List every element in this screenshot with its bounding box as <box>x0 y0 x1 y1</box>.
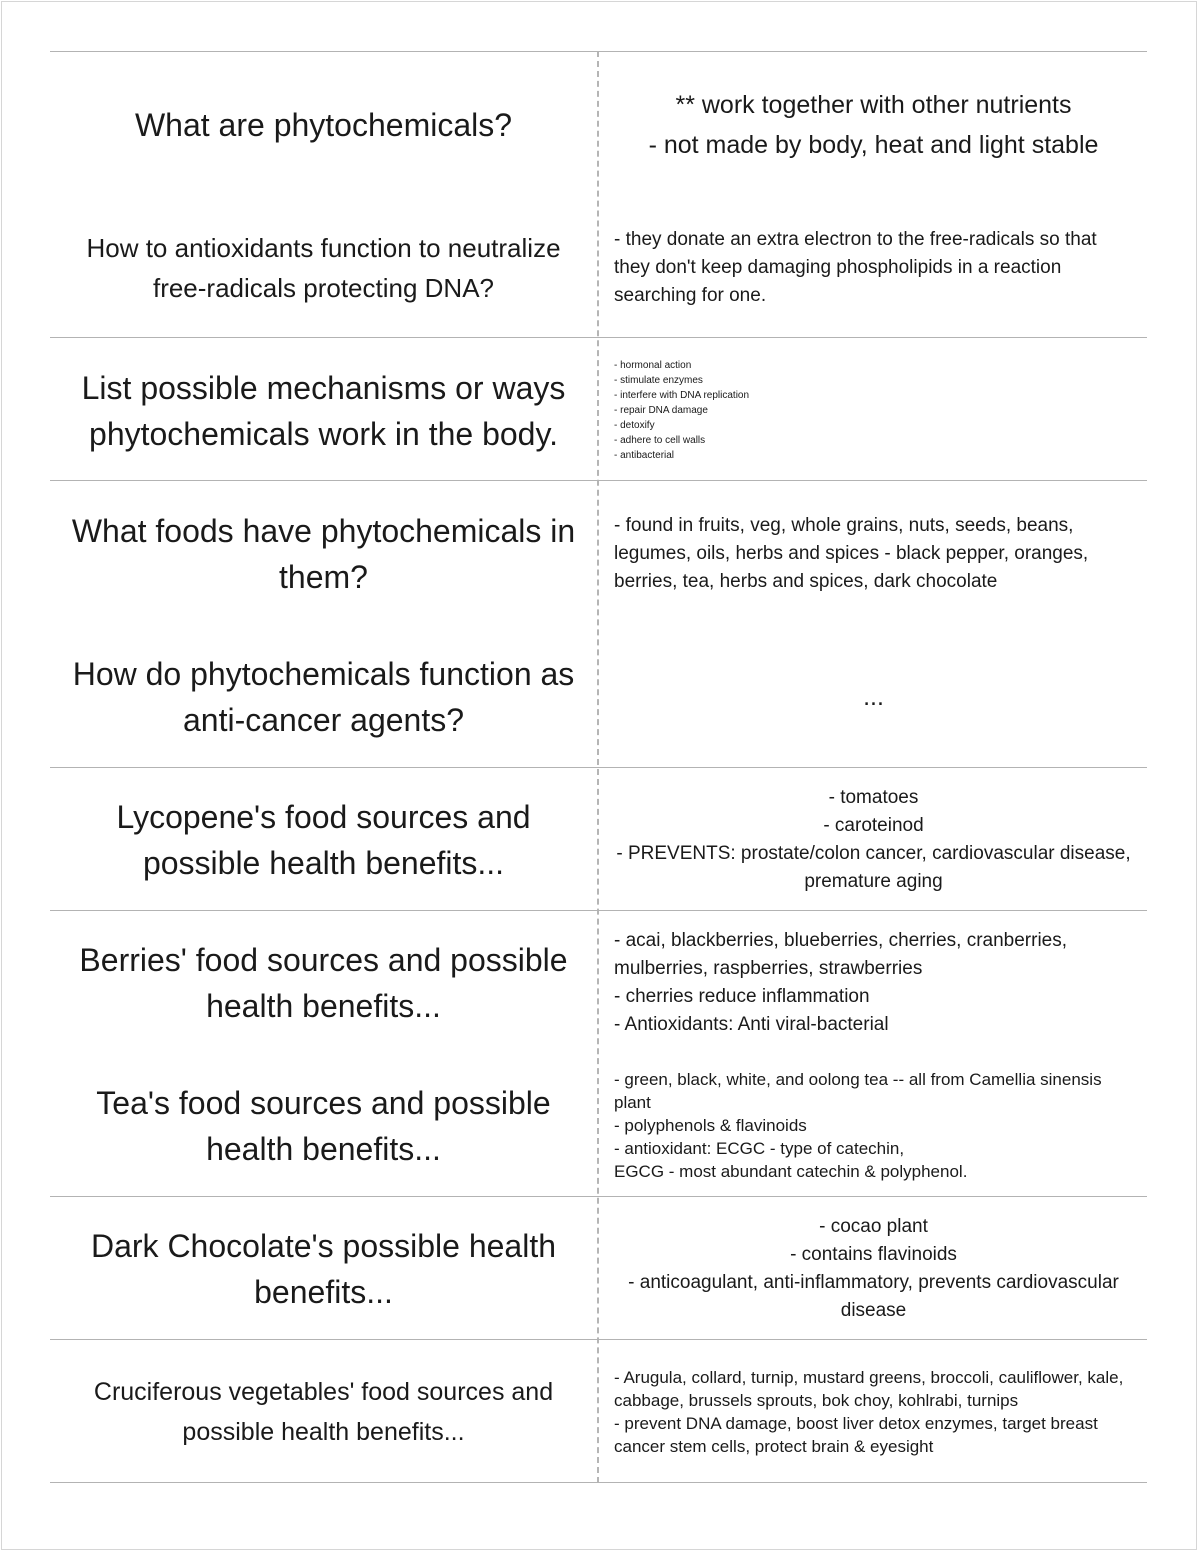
card-back <box>599 1054 1147 1197</box>
card-answer: ** work together with other nutrients - not made by body, heat and light stable <box>648 90 1099 159</box>
card-front <box>50 482 597 625</box>
flashcard <box>50 1340 1147 1483</box>
card-answer: - acai, blackberries, blueberries, cherries, cranberries, mulberries, raspberries, strawberries - cherries reduce inflammation - Antioxidants: Anti viral-bacterial <box>614 929 1068 1035</box>
cut-line <box>50 51 1147 52</box>
card-back <box>599 911 1147 1054</box>
flashcard <box>50 339 1147 482</box>
card-back <box>599 1197 1147 1340</box>
card-question: Lycopene's food sources and possible health benefits... <box>116 798 531 881</box>
flashcard <box>50 1054 1147 1197</box>
card-front <box>50 53 597 196</box>
card-answer: ... <box>863 682 884 711</box>
card-back <box>599 53 1147 196</box>
card-question: Dark Chocolate's possible health benefits... <box>90 1227 557 1310</box>
card-question: Cruciferous vegetables' food sources and possible health benefits... <box>93 1377 554 1446</box>
card-question: How to antioxidants function to neutralize free-radicals protecting DNA? <box>86 232 561 303</box>
flashcard <box>50 625 1147 768</box>
flashcard-sheet <box>50 51 1147 1483</box>
flashcard <box>50 768 1147 911</box>
card-answer: - tomatoes - caroteinod - PREVENTS: prostate/colon cancer, cardiovascular disease, premature aging <box>616 786 1131 892</box>
card-question: Berries' food sources and possible health benefits... <box>79 941 568 1024</box>
card-answer: - found in fruits, veg, whole grains, nuts, seeds, beans, legumes, oils, herbs and spices - black pepper, oranges, berries, tea, herbs and spices, dark chocolate <box>614 514 1089 592</box>
card-front <box>50 196 597 339</box>
card-front <box>50 339 597 482</box>
flashcard <box>50 53 1147 196</box>
card-answer: - Arugula, collard, turnip, mustard greens, broccoli, cauliflower, kale, cabbage, brussels sprouts, bok choy, kohlrabi, turnips - prevent DNA damage, boost liver detox enzymes, target breast cancer stem cells, protect brain & eyesight <box>614 1367 1124 1456</box>
card-question: Tea's food sources and possible health benefits... <box>96 1084 551 1167</box>
card-back <box>599 768 1147 911</box>
flashcard <box>50 196 1147 339</box>
card-back <box>599 339 1147 482</box>
card-back <box>599 1340 1147 1483</box>
card-question: List possible mechanisms or ways phytochemicals work in the body. <box>81 369 566 452</box>
flashcard <box>50 1197 1147 1340</box>
card-front <box>50 1340 597 1483</box>
card-back <box>599 625 1147 768</box>
flashcard <box>50 911 1147 1054</box>
card-back <box>599 196 1147 339</box>
card-front <box>50 911 597 1054</box>
card-front <box>50 625 597 768</box>
card-question: What foods have phytochemicals in them? <box>71 512 576 595</box>
card-front <box>50 768 597 911</box>
card-back <box>599 482 1147 625</box>
flashcard <box>50 482 1147 625</box>
card-front <box>50 1054 597 1197</box>
card-question: How do phytochemicals function as anti-cancer agents? <box>72 655 575 738</box>
card-front <box>50 1197 597 1340</box>
card-answer: - green, black, white, and oolong tea -- all from Camellia sinensis plant - polyphenols & flavinoids - antioxidant: ECGC - type of catechin, EGCG - most abundant catechin & polyphenol. <box>614 1070 1102 1181</box>
card-answer: - hormonal action - stimulate enzymes - interfere with DNA replication - repair DNA damage - detoxify - adhere to cell walls - antibacterial <box>614 360 750 461</box>
card-question: What are phytochemicals? <box>134 106 513 143</box>
card-answer: - cocao plant - contains flavinoids - anticoagulant, anti-inflammatory, prevents cardiovascular disease <box>628 1215 1119 1321</box>
card-answer: - they donate an extra electron to the free-radicals so that they don't keep damaging phospholipids in a reaction searching for one. <box>614 228 1097 306</box>
